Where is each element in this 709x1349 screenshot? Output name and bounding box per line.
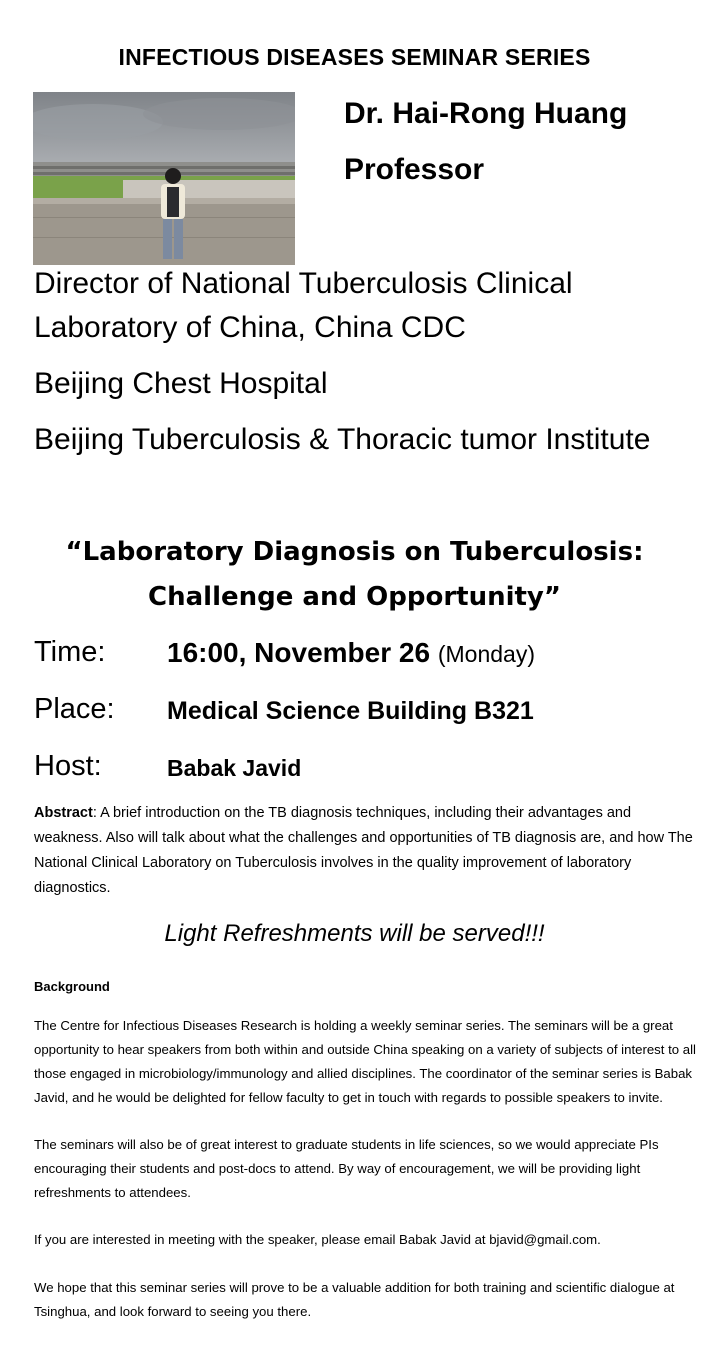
abstract-text: : A brief introduction on the TB diagnosis techniques, including their advantages and weakness. Also will talk about what the challenges and opportunities of TB diagnosis are, and how The National Clinical Laboratory on Tuberculosis involves in the quality improvement of laboratory diagnostics. xyxy=(34,805,693,896)
background-paragraph: If you are interested in meeting with the speaker, please email Babak Javid at bjavid@gmail.com. xyxy=(34,1232,601,1247)
abstract xyxy=(34,801,694,901)
speaker-affiliation: Beijing Tuberculosis & Thoracic tumor Institute xyxy=(34,423,651,456)
speaker-title: Professor xyxy=(344,153,485,186)
background-paragraph: The seminars will also be of great interest to graduate students in life sciences, so we would appreciate PIs encouraging their students and post-docs to attend. By way of encouragement, we will be providing light refreshments to attendees. xyxy=(34,1137,659,1200)
speaker-affiliation: Director of National Tuberculosis Clinical Laboratory of China, China CDC xyxy=(34,267,573,344)
background-heading: Background xyxy=(34,979,110,994)
host-value: Babak Javid xyxy=(167,755,302,781)
time-value-text: 16:00, November 26 xyxy=(167,637,431,668)
talk-title-line: Challenge and Opportunity” xyxy=(148,582,561,612)
speaker-name: Dr. Hai-Rong Huang xyxy=(344,97,628,130)
host-label: Host: xyxy=(34,750,102,782)
speaker-photo xyxy=(33,92,295,265)
place-value: Medical Science Building B321 xyxy=(167,697,534,725)
time-label: Time: xyxy=(34,636,106,668)
background-paragraph: The Centre for Infectious Diseases Research is holding a weekly seminar series. The seminars will be a great opportunity to hear speakers from both within and outside China speaking on a variety of subjects of interest to all those engaged in microbiology/immunology and allied disciplines. The coordinator of the seminar series is Babak Javid, and he would be delighted for fellow faculty to get in touch with regards to possible speakers to invite. xyxy=(34,1018,696,1105)
series-title: INFECTIOUS DISEASES SEMINAR SERIES xyxy=(118,44,591,70)
abstract-label: Abstract xyxy=(34,805,93,821)
time-value xyxy=(167,637,535,669)
refreshments-note: Light Refreshments will be served!!! xyxy=(164,920,545,947)
talk-title xyxy=(0,530,709,620)
place-label: Place: xyxy=(34,693,115,725)
talk-title-line: “Laboratory Diagnosis on Tuberculosis: xyxy=(65,537,644,567)
background-paragraph: We hope that this seminar series will prove to be a valuable addition for both training and scientific dialogue at Tsinghua, and look forward to seeing you there. xyxy=(34,1280,675,1319)
time-weekday: (Monday) xyxy=(437,641,535,667)
speaker-affiliation: Beijing Chest Hospital xyxy=(34,367,328,400)
